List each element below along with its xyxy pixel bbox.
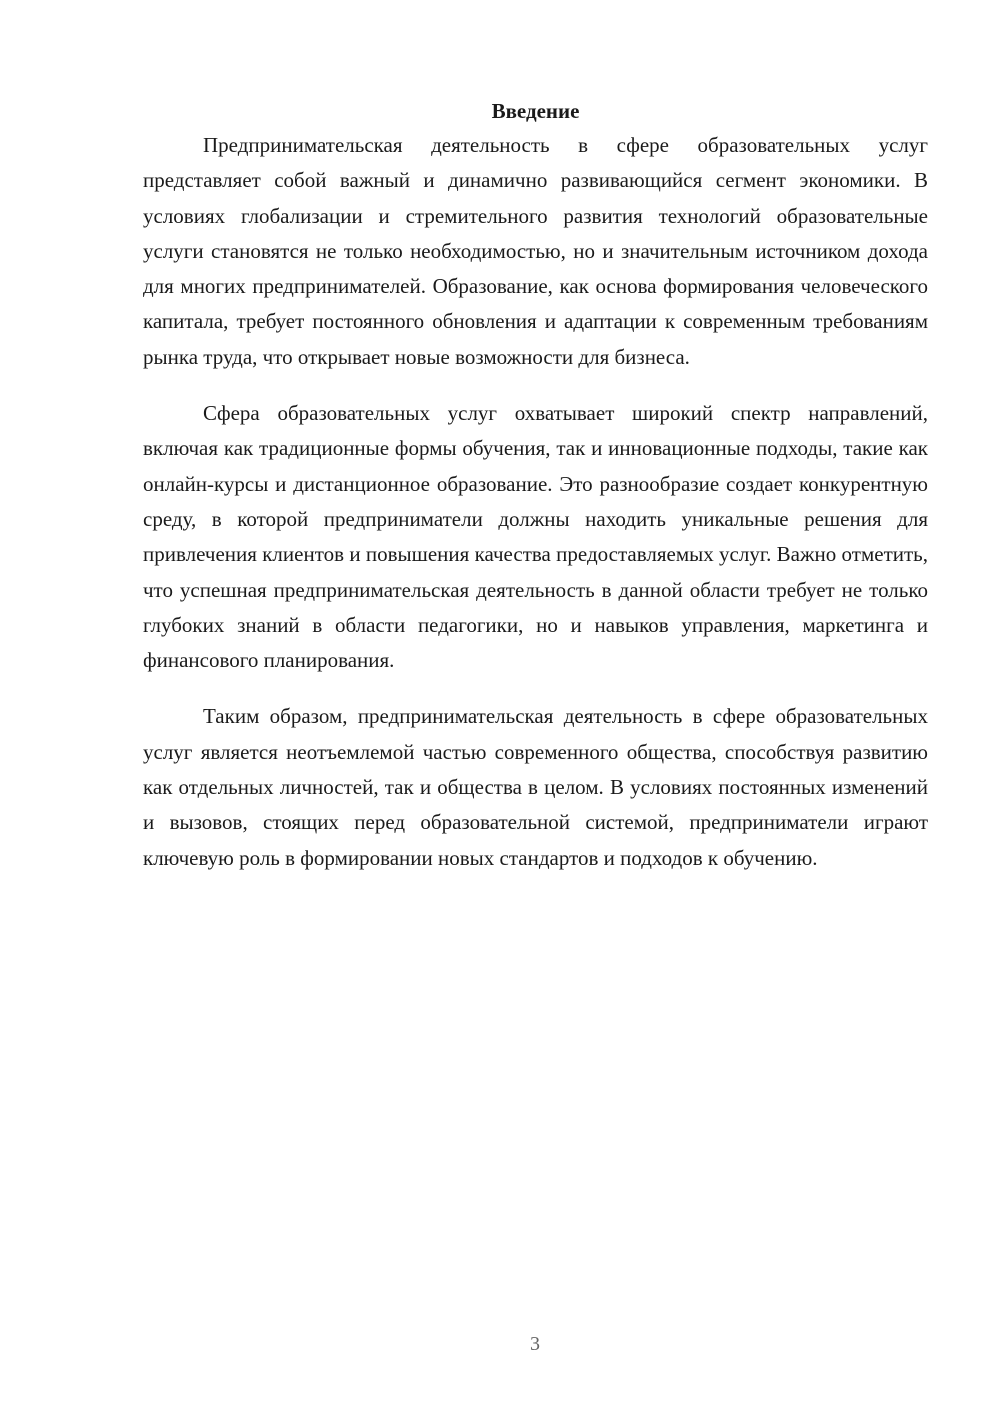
- page-content: [143, 96, 928, 876]
- paragraph-2: Сфера образовательных услуг охватывает широкий спектр направлений, включая как традиционные формы обучения, так и инновационные подходы, такие как онлайн-курсы и дистанционное образование. Это разнообразие создает конкурентную среду, в которой предприниматели должны находить уникальные решения для привлечения клиентов и повышения качества предоставляемых услуг. Важно отметить, что успешная предпринимательская деятельность в данной области требует не только глубоких знаний в области педагогики, но и навыков управления, маркетинга и финансового планирования.: [143, 401, 928, 673]
- page-number: 3: [530, 1333, 540, 1355]
- paragraph-3: Таким образом, предпринимательская деятельность в сфере образовательных услуг является неотъемлемой частью современного общества, способствуя развитию как отдельных личностей, так и общества в целом. В условиях постоянных изменений и вызовов, стоящих перед образовательной системой, предприниматели играют ключевую роль в формировании новых стандартов и подходов к обучению.: [143, 704, 928, 870]
- page-title: Введение: [491, 99, 580, 123]
- paragraph-1: Предпринимательская деятельность в сфере образовательных услуг представляет собой важный и динамично развивающийся сегмент экономики. В условиях глобализации и стремительного развития технологий образовательные услуги становятся не только необходимостью, но и значительным источником дохода для многих предпринимателей. Образование, как основа формирования человеческого капитала, требует постоянного обновления и адаптации к современным требованиям рынка труда, что открывает новые возможности для бизнеса.: [143, 133, 928, 369]
